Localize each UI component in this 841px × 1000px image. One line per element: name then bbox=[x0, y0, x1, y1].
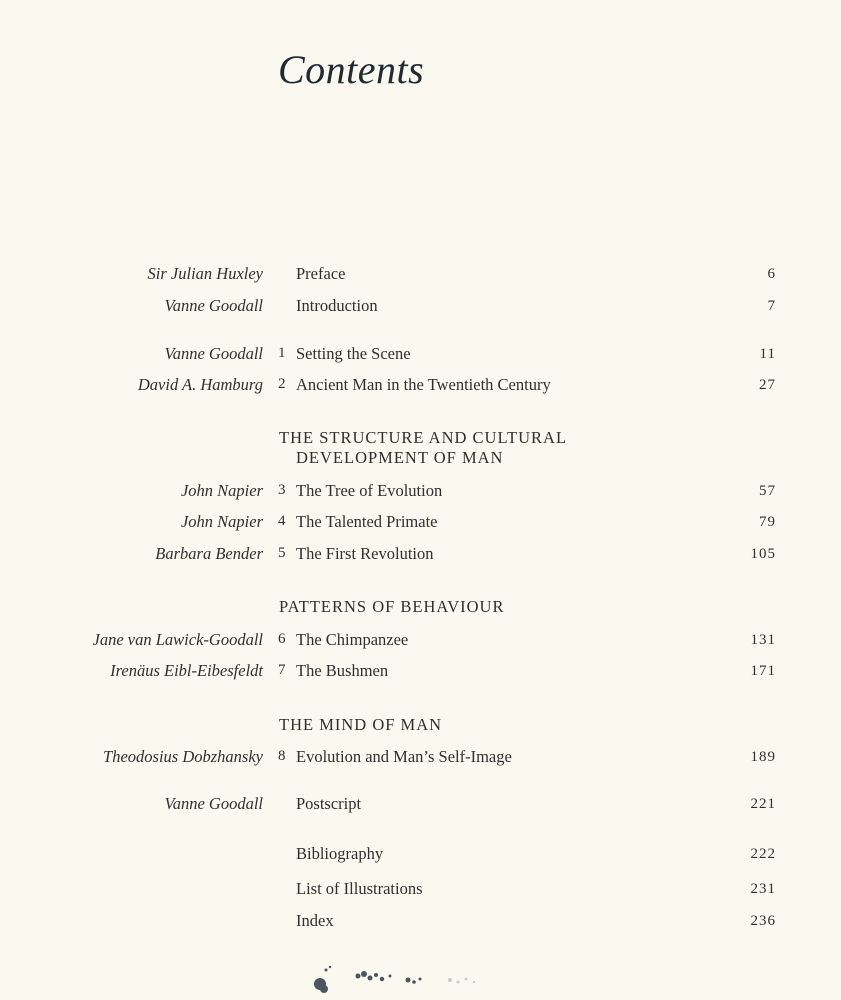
toc-entry-postscript[interactable] bbox=[0, 794, 841, 818]
entry-page: 221 bbox=[750, 796, 776, 812]
toc-entry-bibliography[interactable] bbox=[0, 844, 841, 868]
section-heading-mind: THE MIND OF MAN bbox=[279, 715, 443, 734]
toc-entry-chapter-8[interactable] bbox=[0, 747, 841, 771]
toc-entry-chapter-3[interactable] bbox=[0, 481, 841, 505]
entry-page: 189 bbox=[750, 749, 776, 765]
entry-title: The Tree of Evolution bbox=[296, 481, 443, 500]
section-heading-line-1: THE STRUCTURE AND CULTURAL bbox=[279, 428, 568, 447]
entry-author: Vanne Goodall bbox=[164, 296, 263, 315]
toc-entry-list-of-illustrations[interactable] bbox=[0, 879, 841, 903]
entry-page: 231 bbox=[750, 881, 776, 897]
entry-title: Preface bbox=[296, 264, 346, 283]
entry-page: 57 bbox=[759, 483, 776, 499]
entry-page: 27 bbox=[759, 377, 776, 393]
entry-author: Barbara Bender bbox=[155, 544, 263, 563]
toc-entry-index[interactable] bbox=[0, 911, 841, 935]
toc-entry-chapter-5[interactable] bbox=[0, 544, 841, 568]
entry-title: The Bushmen bbox=[296, 661, 389, 680]
entry-page: 7 bbox=[767, 298, 776, 314]
page-title: Contents bbox=[278, 47, 425, 92]
toc-entry-chapter-6[interactable] bbox=[0, 630, 841, 654]
chapter-number: 2 bbox=[278, 376, 286, 392]
toc-entry-chapter-4[interactable] bbox=[0, 512, 841, 536]
toc-entry-introduction[interactable] bbox=[0, 296, 841, 320]
entry-title: The Chimpanzee bbox=[296, 630, 409, 649]
entry-title: Ancient Man in the Twentieth Century bbox=[296, 375, 551, 394]
section-heading-line-2: DEVELOPMENT OF MAN bbox=[296, 448, 504, 467]
chapter-number: 8 bbox=[278, 748, 286, 764]
toc-entry-chapter-7[interactable] bbox=[0, 661, 841, 685]
entry-title: The First Revolution bbox=[296, 544, 434, 563]
toc-entry-preface[interactable] bbox=[0, 264, 841, 288]
entry-page: 11 bbox=[759, 346, 776, 362]
entry-author: Vanne Goodall bbox=[164, 344, 263, 363]
entry-page: 236 bbox=[750, 913, 776, 929]
entry-page: 222 bbox=[750, 846, 776, 862]
entry-title: Bibliography bbox=[296, 844, 384, 863]
chapter-number: 5 bbox=[278, 545, 286, 561]
chapter-number: 3 bbox=[278, 482, 286, 498]
entry-title: The Talented Primate bbox=[296, 512, 438, 531]
entry-author: Theodosius Dobzhansky bbox=[103, 747, 263, 766]
chapter-number: 4 bbox=[278, 513, 286, 529]
entry-author: David A. Hamburg bbox=[137, 375, 263, 394]
entry-page: 6 bbox=[767, 266, 776, 282]
chapter-number: 7 bbox=[278, 662, 286, 678]
entry-author: John Napier bbox=[180, 512, 263, 531]
entry-title: Setting the Scene bbox=[296, 344, 411, 363]
section-heading-behaviour: PATTERNS OF BEHAVIOUR bbox=[279, 597, 505, 616]
entry-author: Vanne Goodall bbox=[164, 794, 263, 813]
entry-page: 171 bbox=[750, 663, 776, 679]
entry-author: John Napier bbox=[180, 481, 263, 500]
entry-author: Jane van Lawick-Goodall bbox=[92, 630, 263, 649]
entry-page: 79 bbox=[759, 514, 776, 530]
entry-title: Introduction bbox=[296, 296, 378, 315]
toc-entry-chapter-1[interactable] bbox=[0, 344, 841, 368]
entry-page: 131 bbox=[750, 632, 776, 648]
ink-smudge bbox=[310, 962, 500, 998]
entry-title: List of Illustrations bbox=[296, 879, 423, 898]
entry-author: Sir Julian Huxley bbox=[147, 264, 263, 283]
entry-title: Postscript bbox=[296, 794, 362, 813]
entry-author: Irenäus Eibl-Eibesfeldt bbox=[110, 661, 263, 680]
entry-title: Evolution and Man’s Self-Image bbox=[296, 747, 512, 766]
toc-entry-chapter-2[interactable] bbox=[0, 375, 841, 399]
chapter-number: 6 bbox=[278, 631, 286, 647]
section-heading-structure bbox=[279, 428, 567, 468]
entry-page: 105 bbox=[750, 546, 776, 562]
entry-title: Index bbox=[296, 911, 334, 930]
chapter-number: 1 bbox=[278, 345, 286, 361]
